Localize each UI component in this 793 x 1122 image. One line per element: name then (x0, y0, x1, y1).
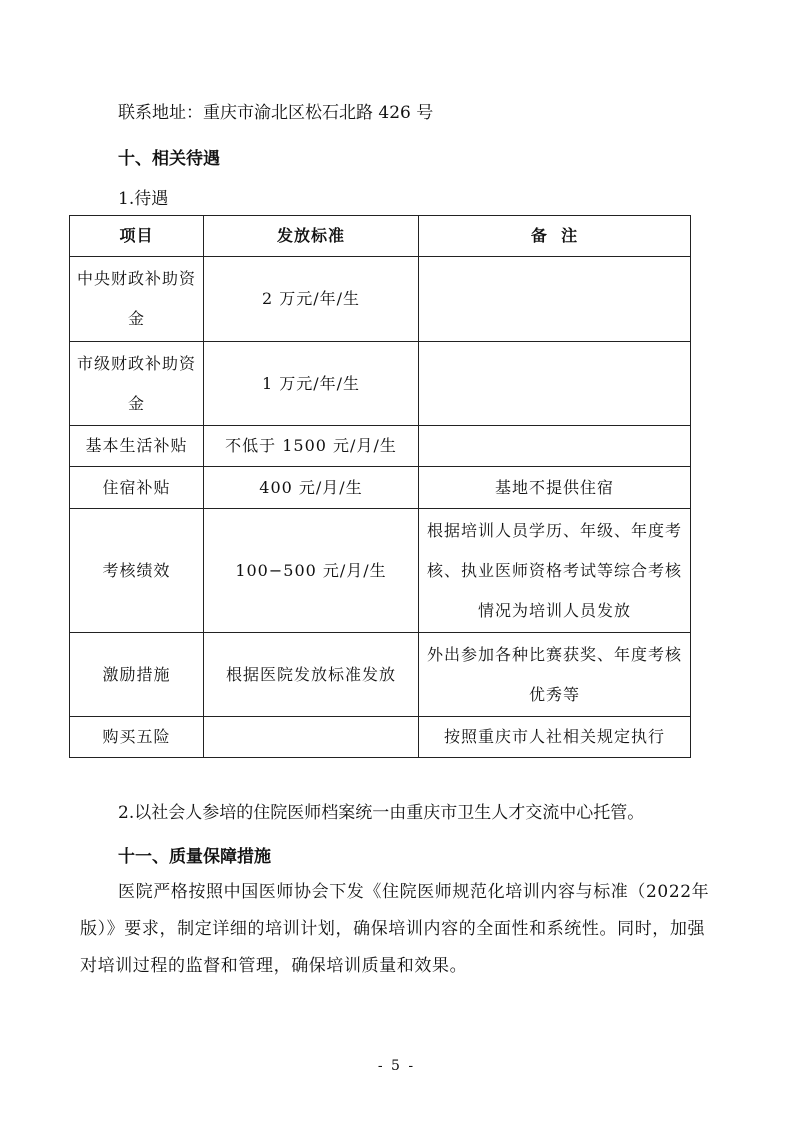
table-row (70, 717, 691, 758)
cell-item: 基本生活补贴 (70, 426, 204, 467)
cell-standard: 根据医院发放标准发放 (204, 633, 419, 717)
cell-item: 住宿补贴 (70, 467, 204, 509)
item-2-archive-note: 2.以社会人参培的住院医师档案统一由重庆市卫生人才交流中心托管。 (118, 803, 645, 823)
cell-item: 市级财政补助资金 (70, 342, 204, 426)
header-item: 项目 (70, 216, 204, 257)
cell-note: 外出参加各种比赛获奖、年度考核优秀等 (419, 633, 691, 717)
section-10-title: 十、相关待遇 (118, 149, 220, 169)
cell-standard: 2 万元/年/生 (204, 257, 419, 342)
section-11-paragraph: 医院严格按照中国医师协会下发《住院医师规范化培训内容与标准（2022年版）》要求，制定详细的培训计划，确保培训内容的全面性和系统性。同时，加强对培训过程的监督和管理，确保培训质量和效果。 (80, 882, 710, 976)
cell-item: 购买五险 (70, 717, 204, 758)
subsection-1-title: 1.待遇 (118, 189, 169, 209)
cell-standard: 1 万元/年/生 (204, 342, 419, 426)
cell-note (419, 426, 691, 467)
page-number: - 5 - (377, 1058, 416, 1074)
cell-item: 激励措施 (70, 633, 204, 717)
cell-note (419, 342, 691, 426)
contact-address: 联系地址：重庆市渝北区松石北路 426 号 (118, 103, 434, 123)
cell-note: 根据培训人员学历、年级、年度考核、执业医师资格考试等综合考核情况为培训人员发放 (419, 509, 691, 633)
cell-standard: 100−500 元/月/生 (204, 509, 419, 633)
cell-standard: 400 元/月/生 (204, 467, 419, 509)
table-row (70, 426, 691, 467)
cell-standard (204, 717, 419, 758)
table-row (70, 342, 691, 426)
table-row (70, 257, 691, 342)
table-row (70, 467, 691, 509)
header-standard: 发放标准 (204, 216, 419, 257)
cell-note: 基地不提供住宿 (419, 467, 691, 509)
table-row (70, 633, 691, 717)
cell-item: 考核绩效 (70, 509, 204, 633)
table-row (70, 509, 691, 633)
cell-standard: 不低于 1500 元/月/生 (204, 426, 419, 467)
cell-note: 按照重庆市人社相关规定执行 (419, 717, 691, 758)
cell-note (419, 257, 691, 342)
welfare-table (69, 215, 691, 758)
cell-item: 中央财政补助资金 (70, 257, 204, 342)
header-note: 备 注 (419, 216, 691, 257)
table-header-row (70, 216, 691, 257)
section-11-title: 十一、质量保障措施 (118, 847, 271, 867)
